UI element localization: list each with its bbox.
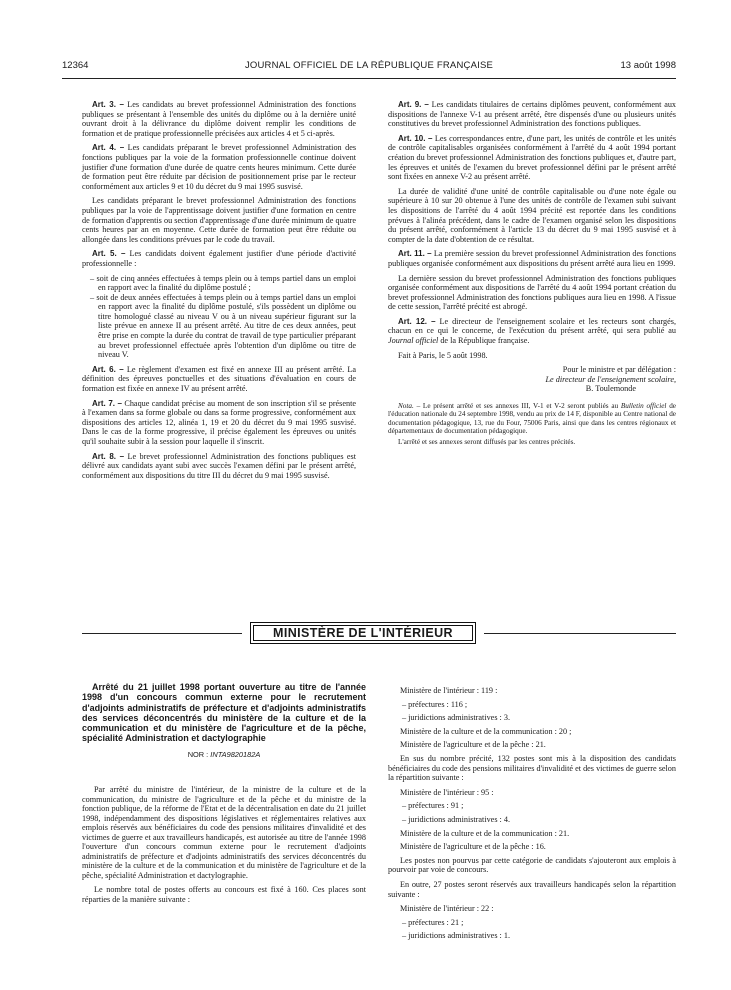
- article-text: Le brevet professionnel Administration des fonctions publiques est délivré aux candidats ayant subi avec succès l'examen défini par le présent arrêté, conformément aux dispositions du titre III du décret du 9 mai 1995 susvisé.: [82, 451, 357, 480]
- header-rule: [62, 78, 676, 79]
- article-11-paragraph-2: La dernière session du brevet professionnel Administration des fonctions publiques organisée conformément aux dispositions de l'arrêté du 4 août 1994 portant création du brevet professionnel Administration des fonctions publiques aura lieu en 1998. A l'issue de cette session, l'arrêté précité est abrogé.: [388, 273, 676, 312]
- decree-body-posts: Le nombre total de postes offerts au concours est fixé à 160. Ces places sont réparties de la manière suivante :: [82, 885, 366, 904]
- place-and-date: Fait à Paris, le 5 août 1998.: [398, 350, 488, 360]
- journal-title: JOURNAL OFFICIEL DE LA RÉPUBLIQUE FRANÇAISE: [244, 60, 494, 71]
- signature-title: Le directeur de l'enseignement scolaire,: [545, 374, 676, 384]
- article-12: [388, 317, 676, 346]
- ministry-rule-left: [82, 633, 242, 634]
- handicapped-allocation-paragraph: En outre, 27 postes seront réservés aux travailleurs handicapés selon la répartition suivante :: [388, 879, 676, 899]
- signature-block: [388, 365, 676, 394]
- allocation-agriculture: Ministère de l'agriculture et de la pêche : 21.: [400, 740, 546, 750]
- page-number: 12364: [62, 60, 89, 71]
- allocation-interieur-handicapped: Ministère de l'intérieur : 22 :: [400, 904, 494, 914]
- article-4-paragraph-2: Les candidats préparant le brevet professionnel Administration des fonctions publiques par la voie de l'apprentissage doivent justifier d'une formation en centre de formation d'apprentis ou section d'apprentissage d'une durée minimum de quatre cents heures par an en moyenne. Cette durée de formation peut être réduite ou allongée dans les conditions prévues par le code du travail.: [82, 196, 356, 244]
- article-label: Art. 4. –: [92, 143, 125, 153]
- article-10: [388, 134, 676, 182]
- allocation-interieur: Ministère de l'intérieur : 119 :: [400, 686, 498, 695]
- article-label: Art. 12. –: [398, 316, 436, 326]
- article-label: Art. 8. –: [92, 451, 125, 461]
- allocation-juridictions: – juridictions administratives : 3.: [388, 713, 676, 723]
- article-label: Art. 6. –: [92, 364, 124, 374]
- article-text: La première session du brevet professionnel Administration des fonctions publiques organisée conformément aux dispositions du présent arrêté aura lieu en 1999.: [388, 249, 677, 268]
- article-label: Art. 9. –: [398, 100, 429, 109]
- article-text: Les candidats titulaires de certains diplômes peuvent, conformément aux dispositions de l'annexe V-1 au présent arrêté, être dispensés d'une ou plusieurs unités constitutives du brevet professionnel Administration des fonctions publiques.: [388, 100, 677, 129]
- article-7: [82, 399, 356, 447]
- allocation-prefectures: – préfectures : 116 ;: [388, 700, 676, 710]
- article-label: Art. 7. –: [92, 398, 122, 408]
- article-text: Le règlement d'examen est fixé en annexe III au présent arrêté. La définition des épreuves ponctuelles et des situations d'évaluation en cours de formation est fixée en annexe IV au présent arrêté.: [82, 364, 357, 394]
- article-8: [82, 452, 356, 481]
- allocation-interieur-military: Ministère de l'intérieur : 95 :: [400, 787, 494, 797]
- article-label: Art. 5. –: [92, 249, 126, 259]
- publication-note: [388, 402, 676, 436]
- article-9: [388, 100, 676, 129]
- article-6: [82, 365, 356, 394]
- article-3: [82, 100, 356, 138]
- note-text: – Le présent arrêté et ses annexes III, V-1 et V-2 seront publiés au: [416, 402, 619, 411]
- allocation-culture-military: Ministère de la culture et de la communication : 21.: [400, 828, 570, 838]
- decree-body: Par arrêté du ministre de l'intérieur, de la ministre de la culture et de la communication, du ministre de l'agriculture et de la pêche et du ministre de la fonction publique, de la réforme de l'Etat et de la décentralisation en date du 21 juillet 1998, indépendamment des dispositions législatives et réglementaires relatives aux emplois réservés aux bénéficiaires du code des pensions militaires d'invalidité et des victimes de guerre et aux travailleurs handicapés, est autorisée au titre de l'année 1998 l'ouverture d'un concours commun externe pour le recrutement d'adjoints administratifs de préfecture et d'adjoints administratifs des services déconcentrés du ministère de la culture et de la communication et du ministère de l'agriculture et de la pêche, spécialité Administration et dactylographie.: [82, 785, 366, 880]
- note-label: Nota.: [398, 402, 414, 411]
- signature-delegation: Pour le ministre et par délégation :: [562, 365, 676, 375]
- decree-section: [82, 682, 366, 909]
- left-column: [82, 100, 356, 485]
- bulletin-officiel-reference: Bulletin officiel: [620, 402, 667, 411]
- article-label: Art. 3. –: [92, 100, 124, 109]
- article-5: [82, 249, 356, 268]
- right-column: [388, 100, 676, 451]
- military-allocation-paragraph: En sus du nombre précité, 132 postes sont mis à la disposition des candidats bénéficiaires du code des pensions militaires d'invalidité et des victimes de guerre selon la répartition suivante :: [388, 753, 676, 783]
- article-label: Art. 10. –: [398, 133, 433, 143]
- article-text: Les candidats doivent également justifier d'une période d'activité professionnelle :: [82, 249, 357, 268]
- allocation-prefectures-military: – préfectures : 91 ;: [388, 801, 676, 811]
- decree-title: Arrêté du 21 juillet 1998 portant ouverture au titre de l'année 1998 d'un concours commun externe pour le recrutement d'adjoints administratifs de préfecture et d'adjoints administratifs des services déconcentrés du ministère de la culture et de la communication et du ministère de l'agriculture et de la pêche, spécialité Administration et dactylographie: [82, 682, 366, 744]
- allocation-juridictions-handicapped: – juridictions administratives : 1.: [388, 931, 676, 941]
- nor-code: INTA9820182A: [210, 749, 261, 759]
- article-text: Le directeur de l'enseignement scolaire et les recteurs sont chargés, chacun en ce qui le concerne, de l'exécution du présent arrêté, qui sera publié au: [388, 316, 676, 336]
- allocation-agriculture-military: Ministère de l'agriculture et de la pêche : 16.: [400, 842, 546, 852]
- journal-officiel-reference: Journal officiel: [388, 336, 439, 346]
- article-10-paragraph-2: La durée de validité d'une unité de contrôle capitalisable ou d'une note égale ou supérieure à 10 sur 20 obtenue à l'une des unités de contrôle de l'examen subi suivant les dispositions de l'arrêté du 4 août 1994 précité est reportée dans les conditions prévues à l'alinéa précédent, dans le cadre de l'examen organisé selon les dispositions du présent arrêté, conformément à l'article 13 du décret du 9 mai 1995 susvisé et à compter de la date d'obtention de ce résultat.: [388, 186, 676, 244]
- note-diffusion: L'arrêté et ses annexes seront diffusés par les centres précités.: [398, 437, 576, 446]
- article-text: Les correspondances entre, d'une part, les unités de contrôle et les unités de contrôle capitalisables organisées conformément à l'arrêté du 4 août 1994 portant création du brevet professionnel Administration des fonctions publiques et, d'autre part, les épreuves et unités de l'examen du brevet professionnel défini par le présent arrêté sont fixées en annexe V-2 au présent arrêté.: [388, 133, 676, 182]
- issue-date: 13 août 1998: [620, 60, 676, 71]
- note-text-continued: de l'éducation nationale du 24 septembre 1998, vendu au prix de 14 F, disponible au Centre national de documentation pédagogique, 13, rue du Four, 75006 Paris, ainsi que dans les centres régionaux et départementaux de documentation pédagogique.: [388, 402, 676, 436]
- list-item: – soit de cinq années effectuées à temps plein ou à temps partiel dans un emploi en rapport avec la finalité du diplôme postulé ;: [82, 274, 356, 293]
- nor-label: NOR :: [187, 749, 209, 759]
- allocation-culture: Ministère de la culture et de la communication : 20 ;: [400, 726, 572, 736]
- article-5-list: [82, 274, 356, 360]
- article-text: Chaque candidat précise au moment de son inscription s'il se présente à l'examen dans sa forme globale ou dans sa forme progressive, conformément aux dispositions des articles 12, alinéa 1, 19 et 20 du décret du 9 mai 1995 susvisé. Dans le cas de la forme progressive, il précise également les épreuves ou unités qu'il souhaite subir à la session pour laquelle il s'inscrit.: [82, 398, 357, 446]
- article-text: Les candidats préparant le brevet professionnel Administration des fonctions publiques par la voie de la formation professionnelle continue doivent justifier d'une formation d'une durée de quatre cents heures minimum. Cette durée de formation peut être réduite par décision de positionnement prise par le recteur conformément aux articles 9 et 10 du décret du 9 mai 1995 susvisé.: [82, 143, 357, 191]
- article-label: Art. 11. –: [398, 249, 432, 259]
- article-4: [82, 143, 356, 191]
- ministry-heading-box: [250, 622, 476, 644]
- article-text-end: de la République française.: [440, 336, 530, 346]
- post-allocation: [388, 686, 676, 945]
- ministry-rule-right: [484, 633, 676, 634]
- list-item: – soit de deux années effectuées à temps plein ou à temps partiel dans un emploi en rapport avec la finalité du diplôme postulé, s'ils possèdent un diplôme ou titre homologué classé au niveau V ou à un niveau supérieur figurant sur la liste prévue en annexe II au présent arrêté. Au titre de ces deux années, peut être prise en compte la durée du contrat de travail de type particulier préparant au brevet professionnel effectuée après l'obtention d'un diplôme ou titre de niveau V.: [82, 293, 356, 360]
- nor-reference: [82, 750, 366, 760]
- allocation-prefectures-handicapped: – préfectures : 21 ;: [388, 918, 676, 928]
- unfilled-posts-paragraph: Les postes non pourvus par cette catégorie de candidats s'ajouteront aux emplois à pourvoir par voie de concours.: [388, 855, 676, 875]
- article-text: Les candidats au brevet professionnel Administration des fonctions publiques se présentant à l'ensemble des unités du diplôme ou à la dernière unité ouvrant droit à la délivrance du diplôme doivent remplir les conditions de formation et de pratique professionnelle précisées aux articles 4 et 5 ci-après.: [82, 100, 357, 138]
- ministry-title: MINISTÈRE DE L'INTÉRIEUR: [273, 626, 453, 640]
- page-header: [62, 60, 676, 74]
- allocation-juridictions-military: – juridictions administratives : 4.: [388, 815, 676, 825]
- signatory-name: B. Toulemonde: [585, 384, 636, 394]
- article-11: [388, 249, 676, 268]
